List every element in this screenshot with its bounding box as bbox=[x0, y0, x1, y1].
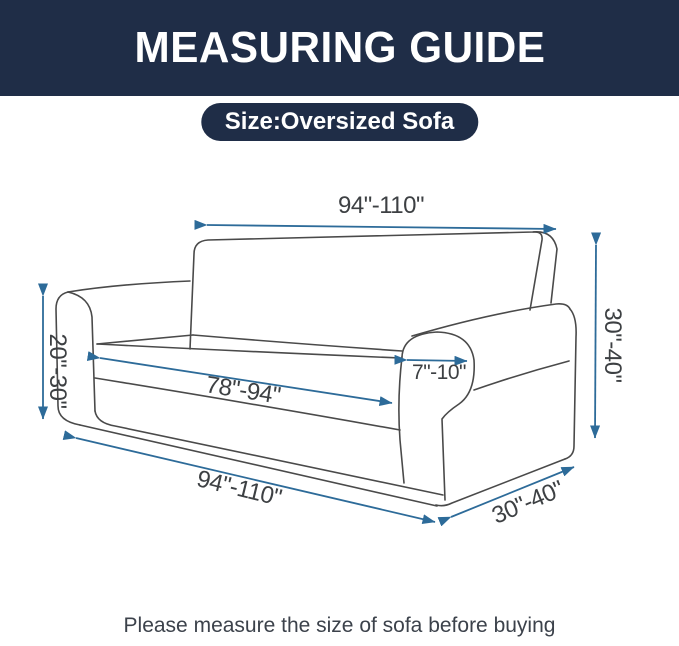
seat-cushion-left-edge bbox=[97, 335, 193, 344]
dim-arrow-overall-height-right bbox=[595, 245, 596, 438]
page-title: MEASURING GUIDE bbox=[134, 23, 545, 72]
right-arm-roll-top bbox=[412, 304, 570, 336]
dim-arrow-back-top-width bbox=[207, 225, 556, 229]
size-badge: Size:Oversized Sofa bbox=[201, 103, 478, 141]
seat-cushion-front-edge bbox=[97, 344, 400, 358]
right-arm-cap bbox=[402, 332, 474, 500]
dim-label-arm-top-width: 7"-10" bbox=[412, 361, 466, 384]
backrest-front bbox=[190, 232, 542, 349]
right-arm-inner-edge bbox=[399, 357, 404, 483]
left-arm-top-seam bbox=[68, 281, 190, 292]
sofa-outline bbox=[56, 232, 576, 506]
dim-label-depth-diagonal: 30"-40" bbox=[488, 475, 568, 530]
left-arm-inner-edge bbox=[68, 292, 95, 411]
right-arm-roll-seam bbox=[474, 361, 569, 390]
dim-label-overall-height-right: 30"-40" bbox=[599, 307, 626, 383]
right-side-outer-edge bbox=[565, 309, 576, 459]
dim-label-seat-width: 78"-94" bbox=[203, 371, 283, 410]
caption-note: Please measure the size of sofa before buying bbox=[123, 614, 556, 637]
dimension-arrows bbox=[43, 225, 596, 522]
dim-label-base-width-bottom: 94"-110" bbox=[194, 465, 285, 512]
dim-label-back-top-width: 94"-110" bbox=[338, 192, 424, 219]
dim-label-arm-height-left: 20"-30" bbox=[44, 333, 71, 409]
backrest-base-line bbox=[193, 335, 402, 351]
